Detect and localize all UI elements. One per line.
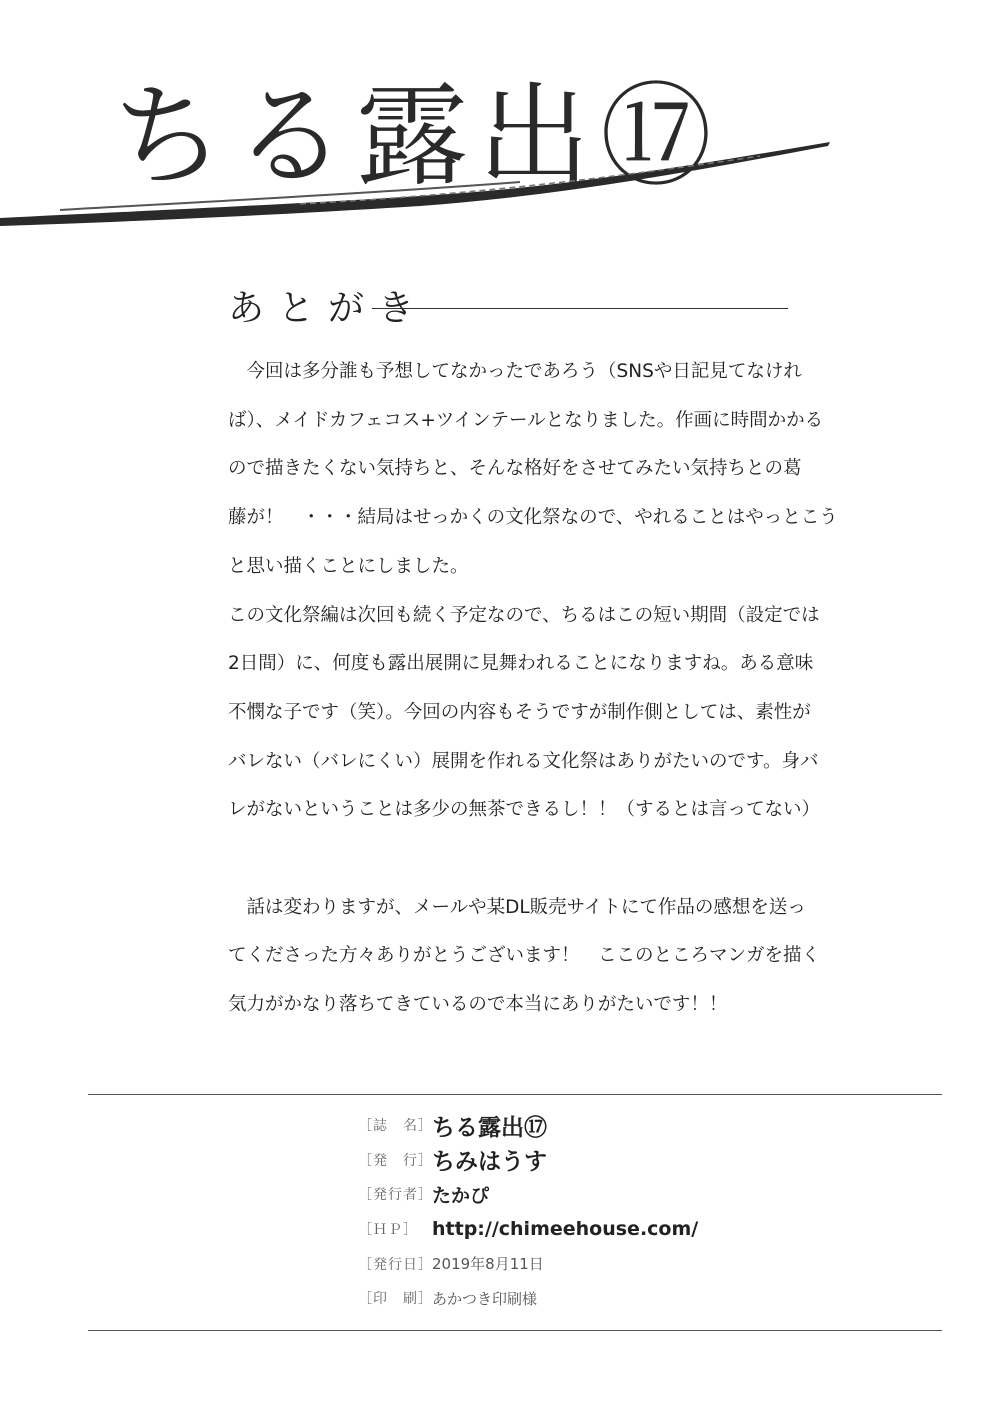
colophon-label: ［ＨＰ］ <box>358 1222 418 1239</box>
paragraph-gap <box>228 835 800 884</box>
colophon-bottom-rule <box>88 1330 942 1331</box>
colophon-value: あかつき印刷様 <box>432 1289 538 1308</box>
colophon-label: ［印 刷］ <box>358 1291 433 1308</box>
text-line: レがないということは多少の無茶できるし！！（するとは言ってない） <box>228 799 821 821</box>
brush-stroke-decoration <box>0 130 860 240</box>
colophon-value: 2019年8月11日 <box>432 1255 544 1274</box>
colophon-row-hp <box>358 1212 698 1247</box>
colophon-label: ［誌 名］ <box>358 1118 433 1135</box>
colophon-row-printer <box>358 1281 698 1316</box>
heading-rule <box>372 308 788 309</box>
text-line: この文化祭編は次回も続く予定なので、ちるはこの短い期間（設定では <box>228 604 820 626</box>
text-line: ので描きたくない気持ちと、そんな格好をさせてみたい気持ちとの葛 <box>228 458 802 480</box>
text-line: 気力がかなり落ちてきているので本当にありがたいです！！ <box>228 994 728 1016</box>
text-line: 藤が！ ・・・結局はせっかくの文化祭なので、やれることはやっとこう <box>228 507 838 529</box>
colophon-label: ［発行日］ <box>358 1256 433 1273</box>
text-line: ば）、メイドカフェコス+ツインテールとなりました。作画に時間かかる <box>228 409 824 431</box>
colophon-row-magazine <box>358 1108 698 1143</box>
page-title: ちる露出⑰ <box>112 72 722 202</box>
colophon-row-issuer <box>358 1177 698 1212</box>
text-line: 今回は多分誰も予想してなかったであろう（SNSや日記見てなけれ <box>228 361 802 382</box>
colophon-label: ［発 行］ <box>358 1152 433 1169</box>
paragraph-2 <box>228 884 821 1030</box>
colophon-row-date <box>358 1246 698 1281</box>
text-line: と思い描くことにしました。 <box>228 555 469 577</box>
homepage-link[interactable]: http://chimeehouse.com/ <box>432 1218 699 1241</box>
colophon-value: ちる露出⑰ <box>432 1114 547 1141</box>
afterword-body <box>228 348 838 1030</box>
afterword-heading: あとがき <box>228 288 429 329</box>
text-line: 2日間）に、何度も露出展開に見舞われることになりますね。ある意味 <box>228 653 814 675</box>
colophon-value: ちみはうす <box>432 1149 547 1176</box>
text-line: 話は変わりますが、メールや某DL販売サイトにて作品の感想を送っ <box>228 896 806 918</box>
text-line: てくださった方々ありがとうございます！ ここのところマンガを描く <box>228 945 821 967</box>
colophon-label: ［発行者］ <box>358 1187 433 1204</box>
paragraph-1 <box>228 348 838 835</box>
text-line: バレない（バレにくい）展開を作れる文化祭はありがたいのです。身バ <box>228 750 819 772</box>
colophon <box>358 1108 698 1316</box>
text-line: 不憫な子です（笑）。今回の内容もそうですが制作側としては、素性が <box>228 701 811 723</box>
colophon-value: たかぴ <box>432 1184 490 1207</box>
colophon-top-rule <box>88 1094 942 1095</box>
colophon-row-publisher <box>358 1143 698 1178</box>
